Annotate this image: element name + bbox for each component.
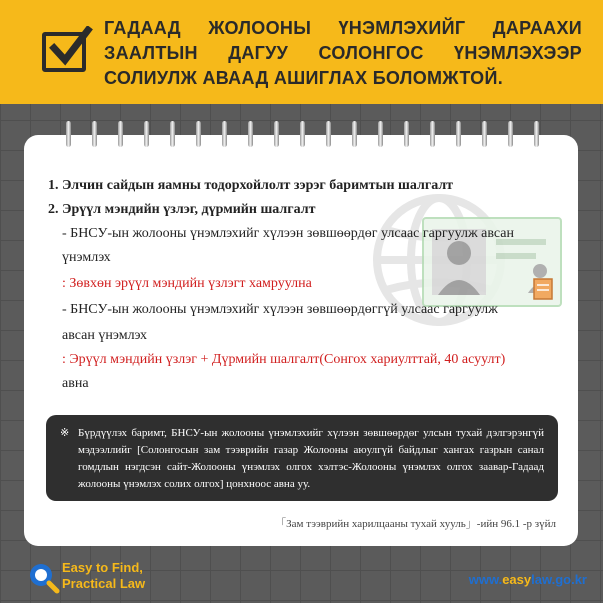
note-text: Бүрдүүлэх баримт, БНСУ-ын жолооны үнэмлэхийг хүлээн зөвшөөрдөг улсын тухай дэлгэрэнгүй мэдээллийг [Солонгосын зам тээврийн газар Жолооны аюулгүй байдлыг хангах газрын санал гомдлын нэгдсэн сайт-Жолооны үнэмлэх олгох хэлтэс-Жолооны үнэмлэх олгох заавар-Гадаад жолооны үнэмлэх солих олгох] цонхноос авна уу. — [78, 427, 544, 490]
binder-ring — [144, 121, 149, 147]
law-citation: 「Зам тээврийн харилцааны тухай хууль」-ийн 96.1 -р зүйл — [275, 518, 556, 530]
url-tail: .go.kr — [551, 572, 587, 587]
binder-ring — [92, 121, 97, 147]
site-url-link[interactable] — [469, 572, 587, 587]
binder-ring — [430, 121, 435, 147]
binder-ring — [274, 121, 279, 147]
sub-item-2-note-tail: авна — [62, 376, 89, 391]
binder-ring — [508, 121, 513, 147]
url-law: law — [531, 572, 552, 587]
sub-item-2-cont: авсан үнэмлэх — [62, 328, 148, 343]
url-easy: easy — [502, 572, 532, 587]
checkbox-icon — [42, 32, 86, 72]
url-www: www. — [468, 572, 503, 587]
binder-ring — [326, 121, 331, 147]
binder-ring — [118, 121, 123, 147]
binder-ring — [196, 121, 201, 147]
binder-ring — [404, 121, 409, 147]
binder-ring — [352, 121, 357, 147]
binder-ring — [482, 121, 487, 147]
magnifier-icon — [26, 560, 60, 594]
binder-ring — [534, 121, 539, 147]
sub-item-1: - БНСУ-ын жолооны үнэмлэхийг хүлээн зөвшөөрдөг улсаас гаргуулж авсан — [62, 226, 514, 241]
sub-item-2: - БНСУ-ын жолооны үнэмлэхийг хүлээн зөвшөөрдөггүй улсаас гаргуулж — [62, 302, 498, 317]
sub-item-1-note: : Зөвхөн эрүүл мэндийн үзлэгт хамруулна — [62, 276, 312, 291]
binder-ring — [378, 121, 383, 147]
sub-item-1-cont: үнэмлэх — [62, 250, 111, 265]
page-title: ГАДААД ЖОЛООНЫ ҮНЭМЛЭХИЙГ ДАРААХИ ЗААЛТЫН ДАГУУ СОЛОНГОС ҮНЭМЛЭХЭЭР СОЛИУЛЖ АВААД АШИГЛАХ БОЛОМЖТОЙ. — [104, 18, 582, 88]
note-mark: ※ — [60, 427, 70, 439]
logo — [26, 558, 166, 598]
binder-ring — [222, 121, 227, 147]
binder-ring — [248, 121, 253, 147]
list-item-2: 2. Эрүүл мэндийн үзлэг, дүрмийн шалгалт — [48, 202, 316, 217]
content-card — [24, 135, 578, 546]
logo-line-1: Easy to Find, — [62, 560, 143, 575]
list-item-1: 1. Элчин сайдын яамны тодорхойлолт зэрэг баримтын шалгалт — [48, 178, 454, 193]
logo-line-2: Practical Law — [62, 576, 146, 591]
binder-ring — [170, 121, 175, 147]
binder-ring — [300, 121, 305, 147]
header-banner — [0, 0, 603, 104]
binder-ring — [456, 121, 461, 147]
sub-item-2-note: : Эрүүл мэндийн үзлэг + Дүрмийн шалгалт(Сонгох хариулттай, 40 асуулт) — [62, 352, 506, 367]
note-box — [46, 415, 558, 501]
binder-ring — [66, 121, 71, 147]
